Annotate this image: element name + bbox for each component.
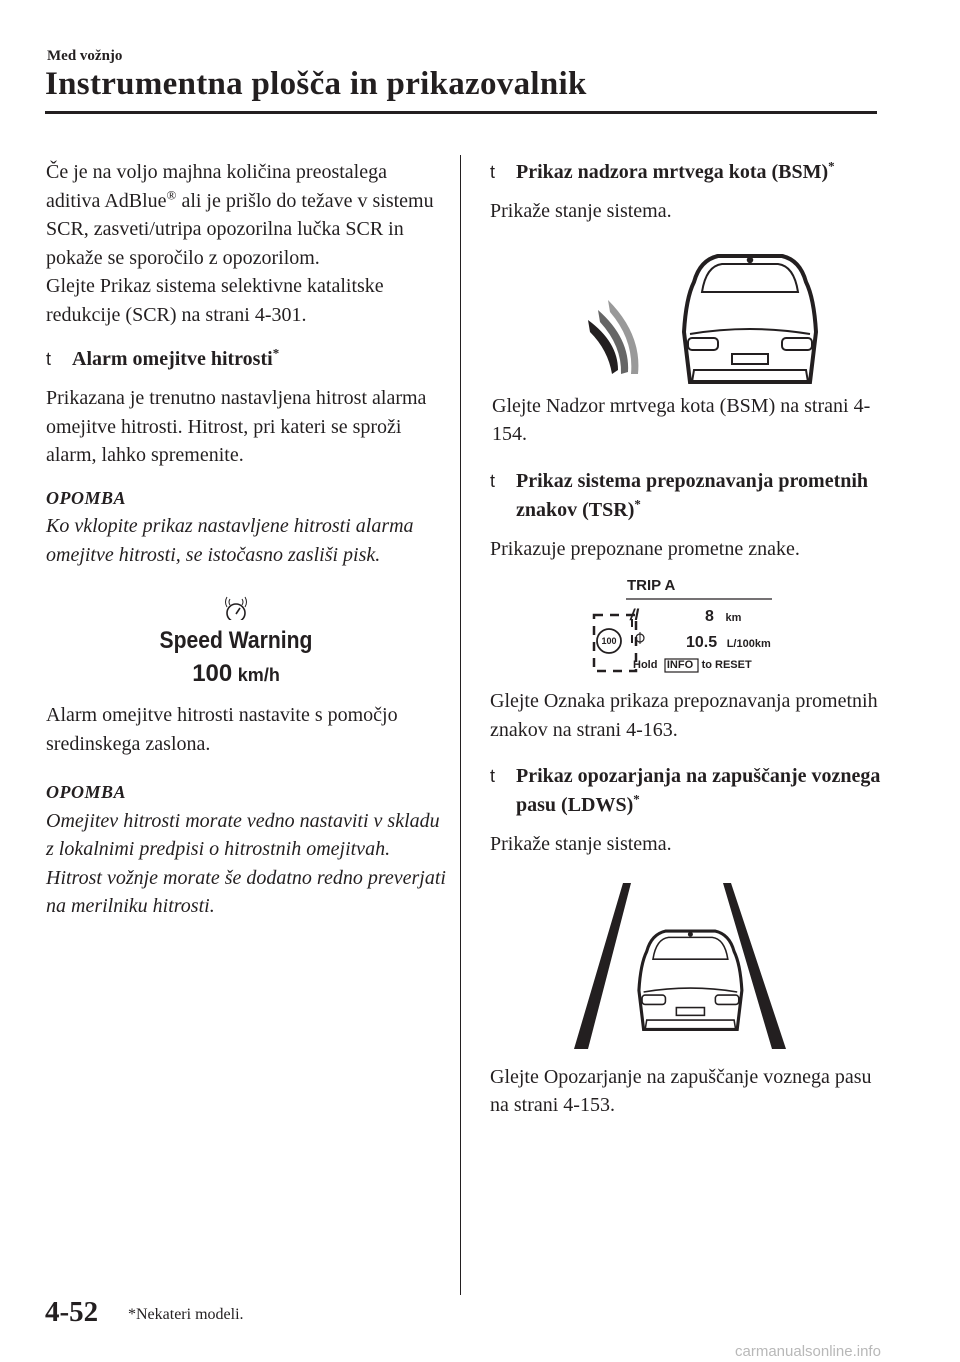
header-rule [45,111,877,114]
note-text-2: Omejitev hitrosti morate vedno nastaviti v skladu z lokalnimi predpisi o hitrostnih omejitvah. Hitrost vožnje morate še dodatno redno preverjati na merilniku hitrosti. [46,809,446,917]
bsm-figure [490,242,890,392]
asterisk: * [634,495,641,511]
bsm-heading [490,158,890,187]
right-column [490,158,890,1120]
watermark: carmanualsonline.info [735,1343,881,1360]
intro-reference: Glejte Prikaz sistema selektivne katalitske redukcije (SCR) na strani 4-301. [46,275,384,326]
ldws-graphic [490,873,890,1063]
trip-icon: /l [630,607,639,624]
trip-label: TRIP A [627,577,676,594]
speed-alarm-heading-text: Alarm omejitve hitrosti [72,348,273,370]
tsr-reference: Glejte Oznaka prikaza prepoznavanja prometnih znakov na strani 4-163. [490,690,878,741]
speed-warning-unit: km/h [237,665,280,685]
bsm-heading-text: Prikaz nadzora mrtvega kota (BSM) [516,161,829,183]
footnote: *Nekateri modeli. [128,1306,244,1323]
bullet-icon: t [490,162,496,182]
left-column [46,158,446,921]
tsr-sign-value: 100 [601,636,617,646]
speed-warning-title: Speed Warning [159,627,313,654]
ldws-figure [490,873,890,1063]
asterisk: * [828,158,835,174]
page-title: Instrumentna plošča in prikazovalnik [45,66,587,102]
bsm-reference: Glejte Nadzor mrtvega kota (BSM) na strani 4-154. [492,394,871,445]
page-number: 4-52 [45,1296,99,1328]
distance-unit: km [725,612,742,624]
ldws-reference: Glejte Opozarjanje na zapuščanje voznega pasu na strani 4-153. [490,1065,872,1116]
reset-label: to RESET [701,659,752,671]
section-label: Med vožnjo [47,48,123,64]
hold-label: Hold [633,659,658,671]
tsr-row2 [686,631,771,654]
tsr-heading-text: Prikaz sistema prepoznavanja prometnih znakov (TSR) [516,469,869,521]
intro-text-2: ali je prišlo do težave v sistemu SCR, zasveti/utripa opozorilna lučka SCR in pokaže se sporočilo z opozorilom. [46,189,434,269]
consumption-unit: L/100km [726,638,771,650]
consumption-value: 10.5 [686,634,718,651]
car-rear-icon [639,931,742,1029]
left-lane-line [574,883,631,1049]
speedometer-icon [226,597,247,624]
registered-mark: ® [166,186,177,202]
speed-alarm-heading [46,345,446,374]
tsr-text: Prikazuje prepoznane prometne znake. [490,537,800,560]
car-rear-icon [684,256,816,382]
column-divider [460,155,461,1295]
note-title-1: OPOMBA [46,487,127,508]
bullet-icon: t [490,766,496,786]
speed-warning-figure [46,583,446,701]
ldws-heading-text: Prikaz opozarjanja na zapuščanje voznega pasu (LDWS) [516,765,881,816]
ldws-text: Prikaže stanje sistema. [490,833,672,855]
blind-spot-waves-icon [588,300,638,374]
distance-value: 8 [705,608,714,625]
bullet-icon: t [46,349,52,369]
speed-alarm-text-2: Alarm omejitve hitrosti nastavite s pomočjo sredinskega zaslona. [46,704,398,755]
intro-text-1: Če je na voljo majhna količina preostalega aditiva AdBlue [46,161,387,212]
speed-alarm-text: Prikazana je trenutno nastavljena hitrost alarma omejitve hitrosti. Hitrost, pri kateri se sproži alarm, lahko spremenite. [46,387,427,466]
tsr-row1 [705,605,741,628]
ldws-heading [490,762,890,820]
intro-paragraph [46,158,446,272]
asterisk: * [633,791,640,807]
hold-info-reset [633,658,752,673]
bullet-icon: t [490,470,496,491]
tsr-figure [490,577,890,687]
speed-warning-value-row [46,660,426,690]
speed-warning-value: 100 [192,660,233,687]
info-label: INFO [666,659,694,671]
bsm-text: Prikaže stanje sistema. [490,200,672,222]
asterisk: * [272,345,280,361]
tsr-heading [490,467,890,525]
note-title-2: OPOMBA [46,782,127,802]
bsm-car-graphic [490,242,890,392]
note-text-1: Ko vklopite prikaz nastavljene hitrosti alarma omejitve hitrosti, se istočasno zasliši pisk. [46,515,414,566]
